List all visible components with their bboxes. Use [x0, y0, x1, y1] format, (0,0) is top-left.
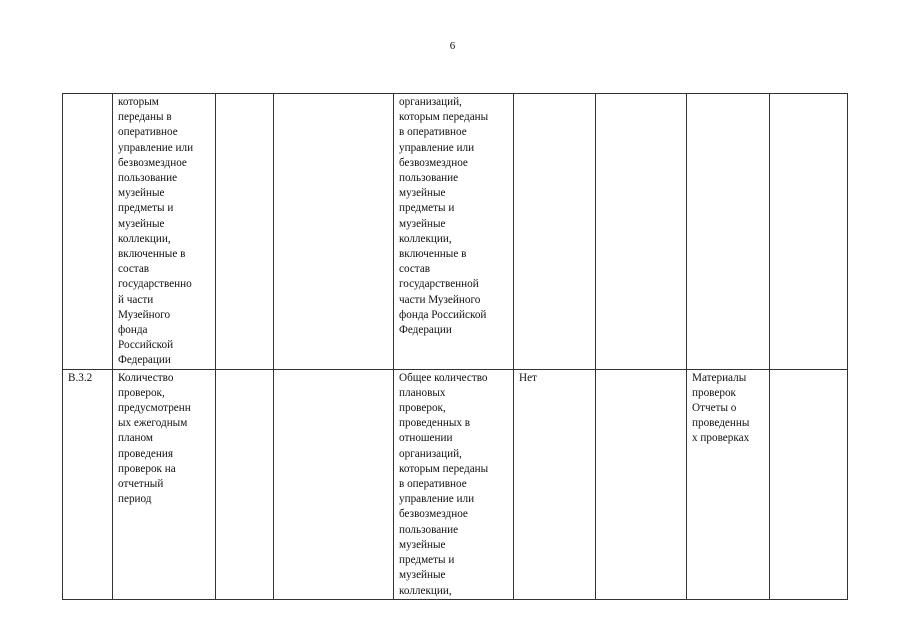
source-cell: Материалы проверок Отчеты о проведенны х проверках [687, 369, 770, 599]
indicator-name-cell: Количество проверок, предусмотренн ых ежегодным планом проведения проверок на отчетный период [113, 369, 216, 599]
row-code-cell [63, 94, 113, 370]
row-code-cell: В.3.2 [63, 369, 113, 599]
indicator-name-cell: которым переданы в оперативное управление или безвозмездное пользование музейные предметы и музейные коллекции, включенные в состав государственно й части Музейного фонда Российской Федерации [113, 94, 216, 370]
empty-cell [216, 94, 274, 370]
empty-cell [770, 369, 848, 599]
source-cell [687, 94, 770, 370]
empty-cell [770, 94, 848, 370]
empty-cell [596, 94, 687, 370]
page-number: 6 [449, 40, 456, 52]
value-cell: Нет [514, 369, 596, 599]
table-row [63, 369, 848, 599]
value-cell [514, 94, 596, 370]
empty-cell [274, 369, 394, 599]
empty-cell [216, 369, 274, 599]
indicator-description-cell: организаций, которым переданы в оперативное управление или безвозмездное пользование музейные предметы и музейные коллекции, включенные в состав государственной части Музейного фонда Российской Федерации [394, 94, 514, 370]
indicator-description-cell: Общее количество плановых проверок, проведенных в отношении организаций, которым переданы в оперативное управление или безвозмездное пользование музейные предметы и музейные коллекции, [394, 369, 514, 599]
empty-cell [274, 94, 394, 370]
indicators-table [62, 93, 848, 600]
empty-cell [596, 369, 687, 599]
table-row [63, 94, 848, 370]
